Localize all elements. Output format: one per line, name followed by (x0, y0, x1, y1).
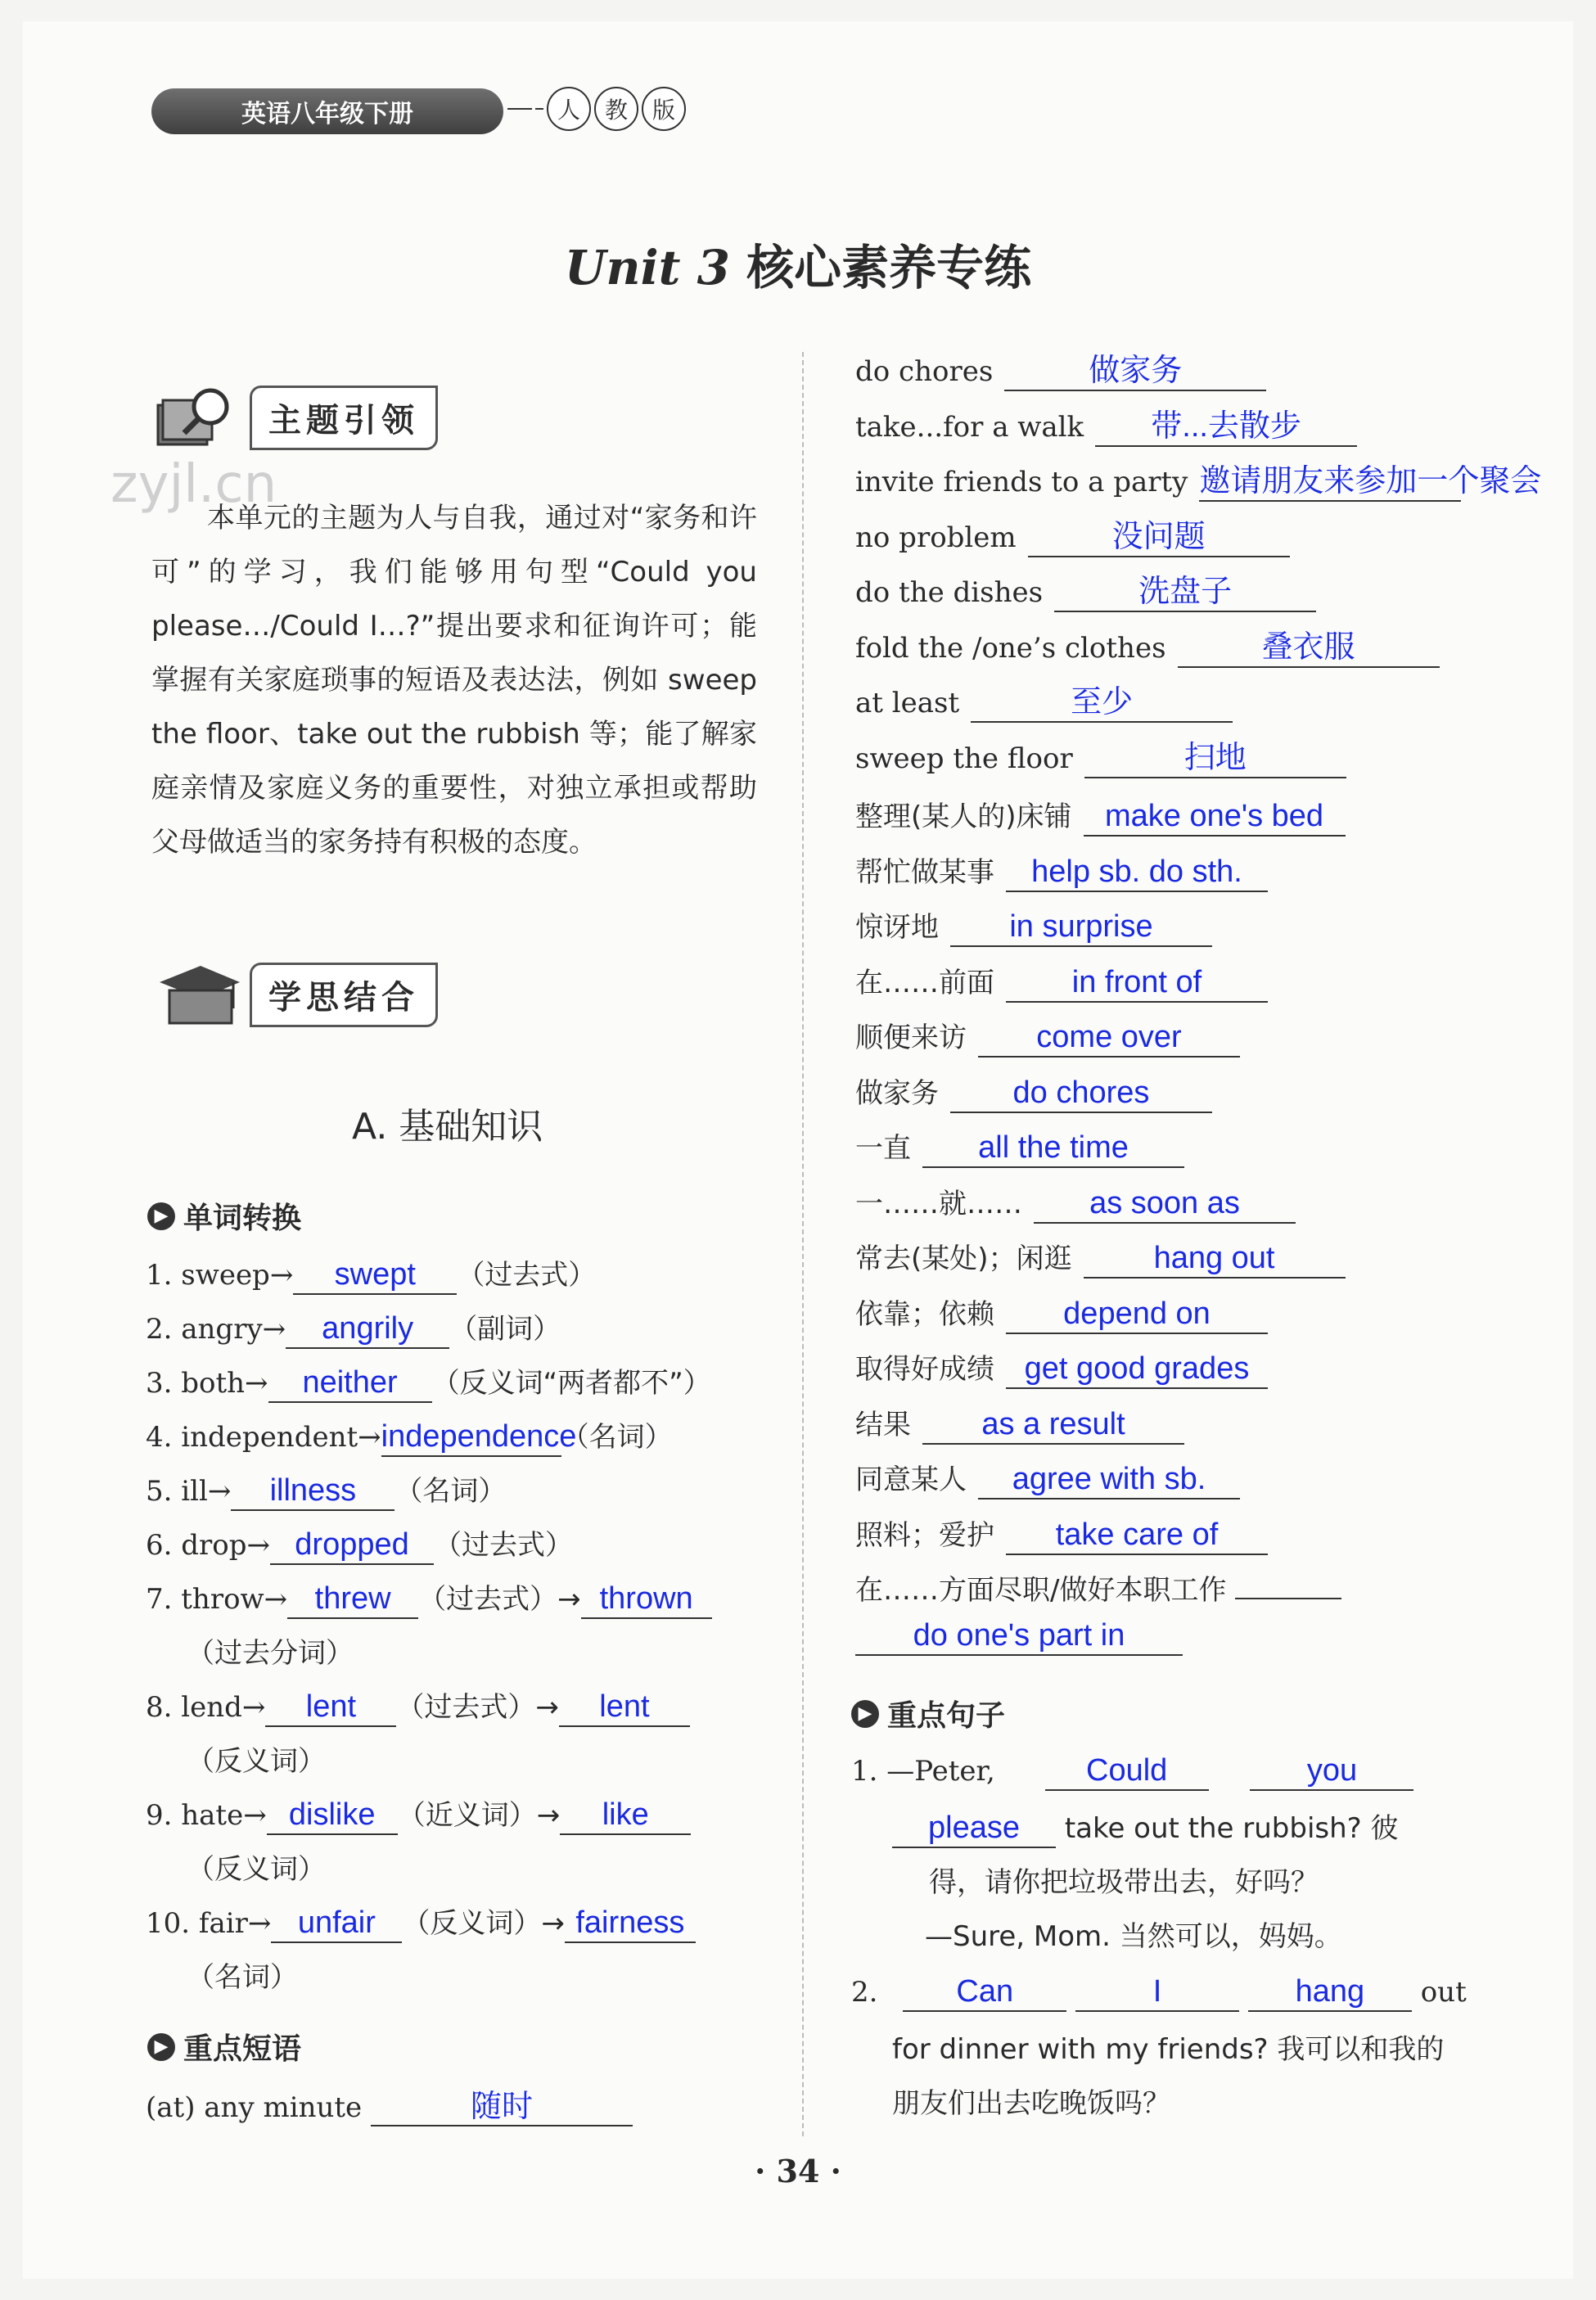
learn-badge (151, 958, 438, 1031)
answer-blank: lent (265, 1688, 396, 1727)
book-magnifier-icon (151, 381, 241, 454)
phrase-item: 惊讶地 in surprise (855, 904, 1212, 947)
section-a-title: A. 基础知识 (352, 1106, 543, 1148)
phrase-item: no problem 没问题 (855, 518, 1290, 557)
page-title (0, 229, 1596, 298)
phrase-item: take...for a walk 带...去散步 (855, 408, 1357, 447)
theme-badge-label: 主题引领 (250, 386, 438, 450)
answer-blank: hang out (1084, 1239, 1346, 1279)
book-title-pill: 英语八年级下册 (151, 88, 503, 134)
watermark: zyjl.cn (110, 454, 277, 515)
answer-blank: I (1075, 1973, 1239, 2012)
phrase-item: 在……方面尽职/做好本职工作 (855, 1567, 1341, 1608)
edition-badge (507, 87, 686, 131)
answer-blank: independence (381, 1418, 561, 1457)
word-item: 4. independent→independence（名词） (146, 1414, 673, 1457)
sentence-2-line3: 朋友们出去吃晚饭吗？ (892, 2087, 1170, 2120)
answer-blank: 叠衣服 (1178, 629, 1440, 668)
phrase-item: 做家务 do chores (855, 1071, 1212, 1113)
answer-blank: depend on (1006, 1295, 1268, 1334)
column-divider (802, 352, 804, 2136)
phrase-item: 取得好成绩 get good grades (855, 1346, 1268, 1389)
answer-blank: 洗盘子 (1054, 573, 1316, 612)
phrase-item: 一直 all the time (855, 1125, 1184, 1168)
answer-blank: lent (559, 1688, 690, 1727)
answer-blank: as a result (922, 1405, 1184, 1445)
phrase-item: 照料；爱护 take care of (855, 1513, 1268, 1555)
answer-blank: Could (1045, 1752, 1209, 1791)
answer-blank: 扫地 (1084, 739, 1346, 778)
arrow-icon: ▶ (147, 2033, 175, 2061)
word-item-tail: （反义词） (187, 1853, 326, 1886)
phrase-item: 结果 as a result (855, 1402, 1184, 1445)
word-item: 3. both→ neither （反义词“两者都不”） (146, 1360, 711, 1403)
answer-blank: angrily (286, 1310, 449, 1349)
answer-blank: fairness (565, 1904, 696, 1943)
word-item: 8. lend→ lent （过去式）→ lent (146, 1684, 690, 1727)
answer-blank: as soon as (1034, 1184, 1296, 1224)
sentence-1-line4: —Sure, Mom. 当然可以，妈妈。 (925, 1920, 1342, 1953)
arrow-icon: ▶ (851, 1700, 879, 1728)
answer-blank: 做家务 (1004, 352, 1266, 391)
answer-blank: please (892, 1809, 1056, 1848)
word-item: 2. angry→ angrily （副词） (146, 1306, 561, 1349)
answer-blank: come over (978, 1018, 1240, 1058)
answer-blank: help sb. do sth. (1006, 853, 1268, 892)
sentence-1-line2: please take out the rubbish? 彼 (892, 1806, 1399, 1848)
answer-blank: Can (903, 1973, 1066, 2012)
phrase-item: at least 至少 (855, 683, 1233, 723)
answer-blank: 随时 (371, 2087, 633, 2126)
answer-blank: 没问题 (1028, 518, 1290, 557)
phrase-item: 顺便来访 come over (855, 1015, 1240, 1058)
phrase-item: 整理(某人的)床铺 make one's bed (855, 794, 1346, 837)
unit-label: Unit 3 (564, 240, 730, 295)
answer-blank: do one's part in (855, 1617, 1183, 1656)
answer-blank: take care of (1006, 1516, 1268, 1555)
word-item: 9. hate→ dislike （近义词）→ like (146, 1793, 691, 1835)
answer-blank: like (560, 1796, 691, 1835)
phrase-item: 在……前面 in front of (855, 960, 1268, 1003)
phrase-item: invite friends to a party 邀请朋友来参加一个聚会 (855, 462, 1461, 502)
word-item-tail: （反义词） (187, 1745, 326, 1778)
answer-blank: you (1250, 1752, 1413, 1791)
word-item-tail: （过去分词） (187, 1637, 354, 1670)
arrow-icon: ▶ (147, 1202, 175, 1230)
phrase-item: 常去(某处)；闲逛 hang out (855, 1236, 1346, 1279)
phrases-heading: ▶ 重点短语 (147, 2026, 301, 2068)
phrase-item: do the dishes 洗盘子 (855, 573, 1316, 612)
phrase-item: fold the /one’s clothes 叠衣服 (855, 629, 1440, 668)
phrase-item: (at) any minute 随时 (146, 2087, 633, 2126)
word-transform-heading: ▶ 单词转换 (147, 1195, 301, 1237)
answer-blank: illness (231, 1472, 394, 1511)
answer-blank: do chores (950, 1074, 1212, 1113)
title-text: 核心素养专练 (729, 240, 1032, 295)
phrase-item: sweep the floor 扫地 (855, 739, 1346, 778)
answer-blank: 至少 (971, 683, 1233, 723)
word-item: 1. sweep→ swept （过去式） (146, 1252, 596, 1295)
phrase-item: 同意某人 agree with sb. (855, 1457, 1240, 1500)
sentences-heading: ▶ 重点句子 (851, 1693, 1005, 1734)
sentence-1: 1. —Peter, Could you (851, 1752, 1413, 1791)
edition-char: 版 (642, 87, 686, 131)
phrase-item: 一……就…… as soon as (855, 1181, 1296, 1224)
answer-blank: get good grades (1006, 1350, 1268, 1389)
phrase-item: do chores 做家务 (855, 352, 1266, 391)
phrase-item: 依靠；依赖 depend on (855, 1292, 1268, 1334)
learn-badge-label: 学思结合 (250, 963, 438, 1027)
page-number: · 34 · (755, 2153, 841, 2190)
answer-blank: make one's bed (1084, 797, 1346, 837)
edition-char: 教 (594, 87, 638, 131)
graduation-cap-icon (151, 958, 241, 1031)
sentence-2: 2. Can I hang out (851, 1973, 1467, 2012)
answer-blank: swept (293, 1256, 457, 1295)
answer-blank: in front of (1006, 963, 1268, 1003)
answer-blank: hang (1248, 1973, 1412, 2012)
answer-blank: 带...去散步 (1095, 408, 1357, 447)
answer-blank: dislike (267, 1796, 398, 1835)
answer-blank: agree with sb. (978, 1460, 1240, 1500)
answer-blank: dropped (270, 1526, 434, 1565)
sentence-2-line2: for dinner with my friends? 我可以和我的 (892, 2033, 1445, 2066)
word-item: 10. fair→ unfair （反义词）→ fairness (146, 1901, 696, 1943)
answer-blank: 邀请朋友来参加一个聚会 (1199, 462, 1461, 502)
answer-blank: in surprise (950, 908, 1212, 947)
word-item: 5. ill→ illness （名词） (146, 1468, 506, 1511)
word-item: 6. drop→ dropped （过去式） (146, 1522, 573, 1565)
theme-paragraph: 本单元的主题为人与自我，通过对“家务和许可”的学习，我们能够用句型“Could you please…/Could I…?”提出要求和征询许可；能掌握有关家庭琐事的短语及表达法，例如 sweep the floor、take out the rubbish 等；能了解家庭亲情及家庭义务的重要性，对独立承担或帮助父母做适当的家务持有积极的态度。 (151, 502, 757, 859)
answer-blank: all the time (922, 1129, 1184, 1168)
phrase-item (855, 1617, 1183, 1656)
phrase-item: 帮忙做某事 help sb. do sth. (855, 850, 1268, 892)
word-item-tail: （名词） (187, 1961, 298, 1994)
answer-blank: unfair (271, 1904, 402, 1943)
answer-blank: neither (268, 1364, 432, 1403)
edition-char: 人 (547, 87, 591, 131)
answer-blank: threw (287, 1580, 418, 1619)
sentence-1-line3: 得，请你把垃圾带出去，好吗？ (929, 1866, 1319, 1899)
word-item: 7. throw→ threw （过去式）→ thrown (146, 1576, 712, 1619)
theme-badge (151, 381, 438, 454)
answer-blank: thrown (581, 1580, 712, 1619)
